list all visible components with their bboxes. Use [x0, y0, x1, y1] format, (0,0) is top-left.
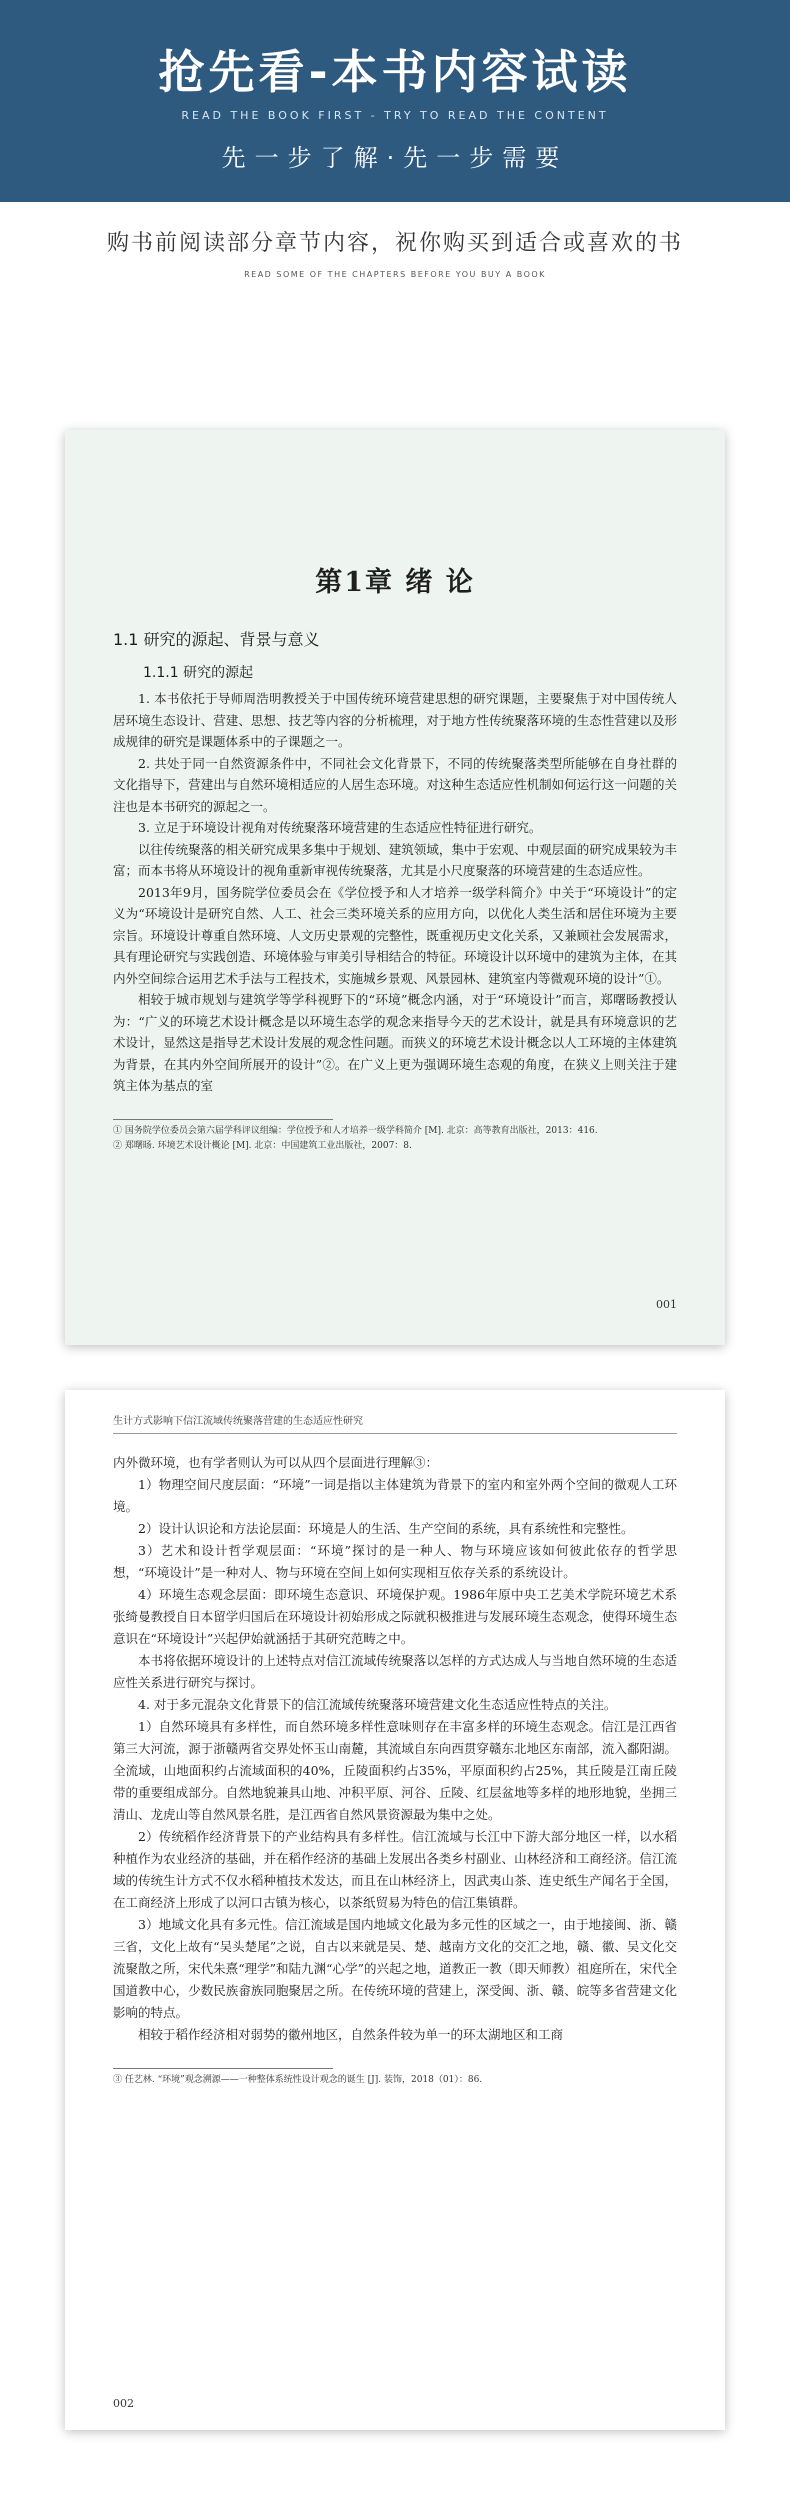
paragraph: 以往传统聚落的相关研究成果多集中于规划、建筑领域，集中于宏观、中观层面的研究成果较为丰富；而本书将从环境设计的视角重新审视传统聚落，尤其是小尺度聚落的环境营建的生态适应性。 — [113, 841, 677, 878]
paragraph: 4）环境生态观念层面：即环境生态意识、环境保护观。1986年原中央工艺美术学院环境艺术系张绮曼教授自日本留学归国后在环境设计初始形成之际就积极推进与发展环境生态观念，使得环境生态意识在“环境设计”兴起伊始就涵括于其研究范畴之中。 — [113, 1587, 677, 1646]
footnote: ③ 任艺林. “环境”观念溯源——一种整体系统性设计观念的诞生 [J]. 装饰，2018（01）：86. — [113, 2075, 483, 2085]
paragraph: 相较于城市规划与建筑学等学科视野下的“环境”概念内涵，对于“环境设计”而言，郑曙旸教授认为：“广义的环境艺术设计概念是以环境生态学的观念来指导今天的艺术设计，就是具有环境意识的艺术设计，显然这是指导艺术设计发展的观念性问题。而狭义的环境艺术设计概念以人工环境的主体建筑为背景，在其内外空间所展开的设计”②。在广义上更为强调环境生态观的角度，在狭义上则关注于建筑主体为基点的室 — [113, 992, 677, 1093]
header-banner — [0, 0, 790, 202]
book-page-002 — [65, 1390, 725, 2430]
paragraph: 4. 对于多元混杂文化背景下的信江流域传统聚落环境营建文化生态适应性特点的关注。 — [138, 1697, 617, 1712]
footnote: ② 郑曙旸. 环境艺术设计概论 [M]. 北京：中国建筑工业出版社，2007：8. — [113, 1140, 412, 1151]
footnote-rule — [113, 1119, 598, 1154]
chapter-title: 第1章 绪 论 — [315, 567, 475, 598]
section-heading: 1.1 研究的源起、背景与意义 — [113, 630, 320, 649]
banner-subtitle-en: READ THE BOOK FIRST - TRY TO READ THE CONTENT — [181, 109, 609, 122]
footnote-rule — [113, 2068, 483, 2088]
paragraph: 本书将依据环境设计的上述特点对信江流域传统聚落以怎样的方式达成人与当地自然环境的生态适应性关系进行研究与探讨。 — [113, 1653, 677, 1690]
paragraph: 3）地域文化具有多元性。信江流域是国内地域文化最为多元性的区域之一，由于地接闽、浙、赣三省，文化上故有“吴头楚尾”之说，自古以来就是吴、楚、越南方文化的交汇之地，赣、徽、吴文化交流聚散之所，宋代朱熹“理学”和陆九渊“心学”的兴起之地，道教正一教（即天师教）祖庭所在，宋代全国道教中心，少数民族畲族同胞聚居之所。在传统环境的营建上，深受闽、浙、赣、皖等多省营建文化影响的特点。 — [113, 1917, 677, 2020]
running-header: 生计方式影响下信江流域传统聚落营建的生态适应性研究 — [113, 1412, 677, 1434]
page-number: 001 — [656, 1298, 677, 1311]
paragraph: 3）艺术和设计哲学观层面：“环境”探讨的是一种人、物与环境应该如何彼此依存的哲学思想，“环境设计”是一种对人、物与环境在空间上如何实现相互依存关系的系统设计。 — [113, 1543, 677, 1580]
intro-text-en: READ SOME OF THE CHAPTERS BEFORE YOU BUY A BOOK — [244, 270, 546, 279]
paragraph: 2）传统稻作经济背景下的产业结构具有多样性。信江流域与长江中下游大部分地区一样，以水稻种植作为农业经济的基础，并在稻作经济的基础上发展出各类乡村副业、山林经济和工商经济。信江流域的传统生计方式不仅水稻种植技术发达，而且在山林经济上，因武夷山茶、连史纸生产闻名于全国，在工商经济上形成了以河口古镇为核心，以茶纸贸易为特色的信江集镇群。 — [113, 1829, 677, 1910]
intro-text: 购书前阅读部分章节内容，祝你购买到适合或喜欢的书 — [106, 231, 683, 256]
paragraph: 内外微环境，也有学者则认为可以从四个层面进行理解③： — [113, 1455, 439, 1470]
paragraph: 2）设计认识论和方法论层面：环境是人的生活、生产空间的系统，具有系统性和完整性。 — [138, 1521, 634, 1536]
paragraph: 2. 共处于同一自然资源条件中，不同社会文化背景下，不同的传统聚落类型所能够在自身社群的文化指导下，营建出与自然环境相适应的人居生态环境。对这种生态适应性机制如何运行这一问题的关注也是本书研究的源起之一。 — [113, 755, 677, 814]
paragraph: 1）物理空间尺度层面：“环境”一词是指以主体建筑为背景下的室内和室外两个空间的微观人工环境。 — [113, 1477, 677, 1514]
paragraph: 3. 立足于环境设计视角对传统聚落环境营建的生态适应性特征进行研究。 — [138, 820, 542, 835]
subsection-heading: 1.1.1 研究的源起 — [143, 665, 254, 681]
page-number: 002 — [113, 2397, 134, 2410]
banner-slogan: 先一步了解·先一步需要 — [221, 144, 569, 172]
paragraph: 1）自然环境具有多样性，而自然环境多样性意味则存在丰富多样的环境生态观念。信江是江西省第三大河流，源于浙赣两省交界处怀玉山南麓，其流域自东向西贯穿赣东北地区东南部，流入鄱阳湖。全流域，山地面积约占流域面积的40%，丘陵面积约占35%，平原面积约占25%，其丘陵是江南丘陵带的重要组成部分。自然地貌兼具山地、冲积平原、河谷、丘陵、红层盆地等多样的地形地貌，坐拥三清山、龙虎山等自然风景名胜，是江西省自然风景资源最为集中之处。 — [113, 1719, 677, 1822]
paragraph: 2013年9月，国务院学位委员会在《学位授予和人才培养一级学科简介》中关于“环境设计”的定义为“环境设计是研究自然、人工、社会三类环境关系的应用方向，以优化人类生活和居住环境为主要宗旨。环境设计尊重自然环境、人文历史景观的完整性，既重视历史文化关系，又兼顾社会发展需求，具有理论研究与实践创造、环境体验与审美引导相结合的特征。环境设计以环境中的建筑为主体，在其内外空间综合运用艺术手法与工程技术，实施城乡景观、风景园林、建筑室内等微观环境的设计”①。 — [113, 884, 677, 986]
banner-title: 抢先看-本书内容试读 — [158, 45, 632, 99]
paragraph: 相较于稻作经济相对弱势的徽州地区，自然条件较为单一的环太湖地区和工商 — [138, 2027, 564, 2042]
footnote: ① 国务院学位委员会第六届学科评议组编：学位授予和人才培养一级学科简介 [M]. 北京：高等教育出版社，2013：416. — [113, 1125, 598, 1136]
book-page-001 — [65, 430, 725, 1345]
paragraph: 1. 本书依托于导师周浩明教授关于中国传统环境营建思想的研究课题，主要聚焦于对中国传统人居环境生态设计、营建、思想、技艺等内容的分析梳理，对于地方性传统聚落环境的生态性营建以及形成规律的研究是课题体系中的子课题之一。 — [113, 691, 677, 749]
